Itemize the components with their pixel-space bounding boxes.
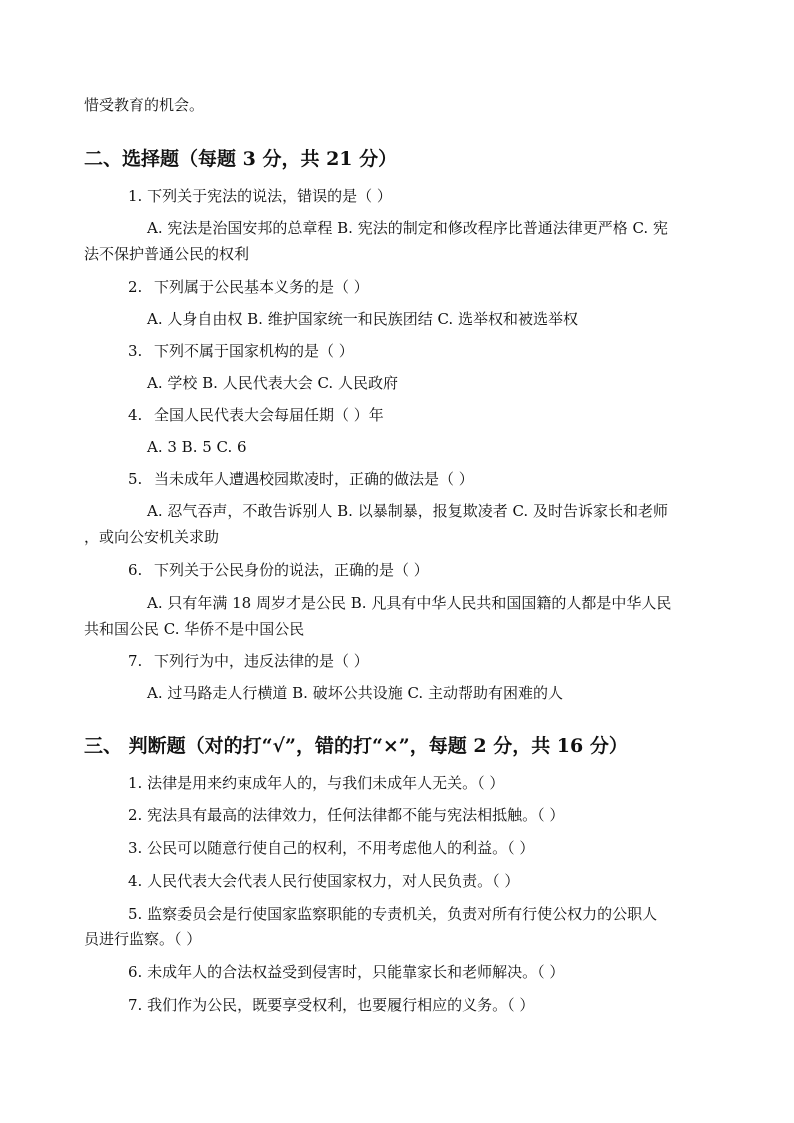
q6-stem: 下列关于公民身份的说法，正确的是（ ）: [154, 561, 429, 579]
q7-options: A. 过马路走人行横道 B. 破坏公共设施 C. 主动帮助有困难的人: [147, 684, 563, 702]
q7-stem-line: [128, 651, 369, 671]
intro-tail-text: 惜受教育的机会。: [84, 96, 205, 114]
q6-number: 6.: [128, 561, 143, 579]
judge-item-5-line2: 员进行监察。（ ）: [84, 930, 202, 948]
section3-title: 三、 判断题（对的打“√”，错的打“×”，每题 2 分，共 16 分）: [84, 735, 628, 757]
q2-stem: 下列属于公民基本义务的是（ ）: [154, 278, 369, 296]
judge-item-5-line1: 5. 监察委员会是行使国家监察职能的专责机关，负责对所有行使公权力的公职人: [128, 905, 658, 923]
q2-number: 2.: [128, 278, 143, 296]
q6-options-line2: 共和国公民 C. 华侨不是中国公民: [84, 620, 305, 638]
q1-options-line2: 法不保护普通公民的权利: [84, 245, 250, 263]
q2-options: A. 人身自由权 B. 维护国家统一和民族团结 C. 选举权和被选举权: [147, 310, 578, 328]
judge-item-2: 2. 宪法具有最高的法律效力，任何法律都不能与宪法相抵触。（ ）: [128, 806, 565, 824]
q5-options-line2: ，或向公安机关求助: [84, 528, 220, 546]
q3-stem: 下列不属于国家机构的是（ ）: [154, 342, 354, 360]
q7-number: 7.: [128, 652, 143, 670]
q4-stem: 全国人民代表大会每届任期（ ）年: [154, 406, 384, 424]
q5-stem-line: [128, 469, 474, 489]
judge-item-4: 4. 人民代表大会代表人民行使国家权力，对人民负责。（ ）: [128, 872, 520, 890]
section2-title: 二、选择题（每题 3 分，共 21 分）: [84, 148, 398, 170]
judge-item-1: 1. 法律是用来约束成年人的，与我们未成年人无关。（ ）: [128, 774, 505, 792]
q2-stem-line: [128, 277, 369, 297]
q5-number: 5.: [128, 470, 143, 488]
q3-number: 3.: [128, 342, 143, 360]
judge-item-6: 6. 未成年人的合法权益受到侵害时，只能靠家长和老师解决。（ ）: [128, 963, 565, 981]
q4-number: 4.: [128, 406, 143, 424]
q7-stem: 下列行为中，违反法律的是（ ）: [154, 652, 369, 670]
q3-options: A. 学校 B. 人民代表大会 C. 人民政府: [147, 374, 398, 392]
q6-options-line1: A. 只有年满 18 周岁才是公民 B. 凡具有中华人民共和国国籍的人都是中华人民: [147, 594, 672, 612]
q6-stem-line: [128, 560, 429, 580]
q4-stem-line: [128, 405, 384, 425]
judge-item-3: 3. 公民可以随意行使自己的权利，不用考虑他人的利益。（ ）: [128, 839, 535, 857]
q1-options-line1: A. 宪法是治国安邦的总章程 B. 宪法的制定和修改程序比普通法律更严格 C. 宪: [147, 219, 668, 237]
q5-stem: 当未成年人遭遇校园欺凌时，正确的做法是（ ）: [154, 470, 474, 488]
judge-item-7: 7. 我们作为公民，既要享受权利，也要履行相应的义务。（ ）: [128, 996, 535, 1014]
q4-options: A. 3 B. 5 C. 6: [147, 438, 247, 456]
q3-stem-line: [128, 341, 354, 361]
q5-options-line1: A. 忍气吞声，不敢告诉别人 B. 以暴制暴，报复欺凌者 C. 及时告诉家长和老师: [147, 502, 668, 520]
q1-stem: 1. 下列关于宪法的说法，错误的是（ ）: [128, 187, 392, 205]
